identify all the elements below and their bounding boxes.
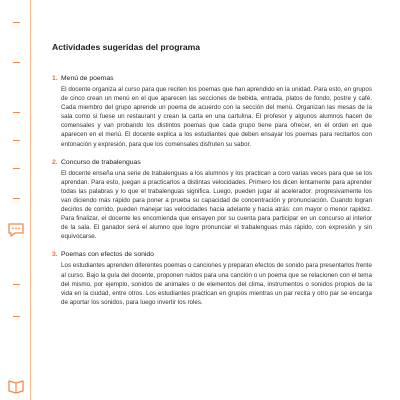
margin-tick [13, 112, 20, 113]
section-number: 1. [52, 75, 58, 82]
section-title: Concurso de trabalenguas [61, 158, 141, 166]
activity-section [52, 158, 372, 242]
section-body: El docente enseña una serie de trabalenguas a los alumnos y los practican a coro varias veces para que se los aprendan. Para esto, juegan a practicarlos a distintas velocidades. Primero los dicen lentamente para aprender todas las palabras y lo que el trabalenguas significa. Luego, pueden jugar al acelerador: progresivamente los van diciendo más rápido para poner a prueba su capacidad de concentración y pronunciación. Cuando logran decirlos de corrido, pueden manejar las velocidades hacia adelante y hacia atrás: con mayor o menor rapidez. Para finalizar, el docente les encomienda que ensayen por su cuenta para participar en un concurso al interior de la sala. El ganador será el alumno que logre pronunciar el trabalenguas más rápido, con expresión y sin equivocarse. [61, 169, 372, 241]
margin-tick [13, 316, 20, 317]
section-heading [52, 74, 372, 83]
page-content [52, 42, 372, 316]
margin-tick [13, 198, 20, 199]
left-margin [0, 0, 30, 400]
activity-section [52, 250, 372, 306]
margin-tick [13, 284, 20, 285]
section-title: Poemas con efectos de sonido [61, 251, 154, 259]
page-title: Actividades sugeridas del programa [52, 42, 201, 52]
margin-tick [13, 140, 20, 141]
margin-divider [30, 0, 31, 400]
speech-bubble-icon [7, 222, 25, 238]
section-number: 2. [52, 158, 58, 166]
section-title: Menú de poemas [61, 75, 114, 82]
section-heading [52, 250, 372, 259]
margin-tick [13, 168, 20, 169]
section-number: 3. [52, 251, 58, 259]
section-body: Los estudiantes aprenden diferentes poemas o canciones y preparan efectos de sonido para presentarlos frente al curso. Bajo la guía del docente, proponen ruidos para una canción o un poema que se relacionen con el tema del mismo, por ejemplo, sonidos de animales o de elementos del clima, instrumentos o sonidos propios de la vida en la ciudad, entre otros. Los estudiantes practican en grupos mientras un par recita y otro par se encarga de aportar los sonidos, para luego invertir los roles. [61, 262, 372, 306]
activity-section [52, 74, 372, 149]
margin-tick [13, 22, 20, 23]
section-heading [52, 158, 372, 167]
margin-tick [13, 62, 20, 63]
book-icon [7, 378, 25, 394]
section-body: El docente organiza al curso para que reciten los poemas que han aprendido en la unidad. Para esto, en grupos de cinco crean un menú en el que aparecen las secciones de bebida, entrada, platos de fondo, postre y café. Cada miembro del grupo aprende un poema de acuerdo con la sección del menú. Organizan las mesas de la sala como si fuese un restaurant y crean la carta en una cartulina. El profesor y algunos alumnos hacen de comensales y van probando los distintos poemas que cada grupo tiene para ofrecer, en el orden en que aparecen en el menú. El docente explica a los estudiantes que deben ensayar los poemas para recitarlos con entonación y expresión, para que los comensales disfruten su sabor. [61, 86, 372, 148]
